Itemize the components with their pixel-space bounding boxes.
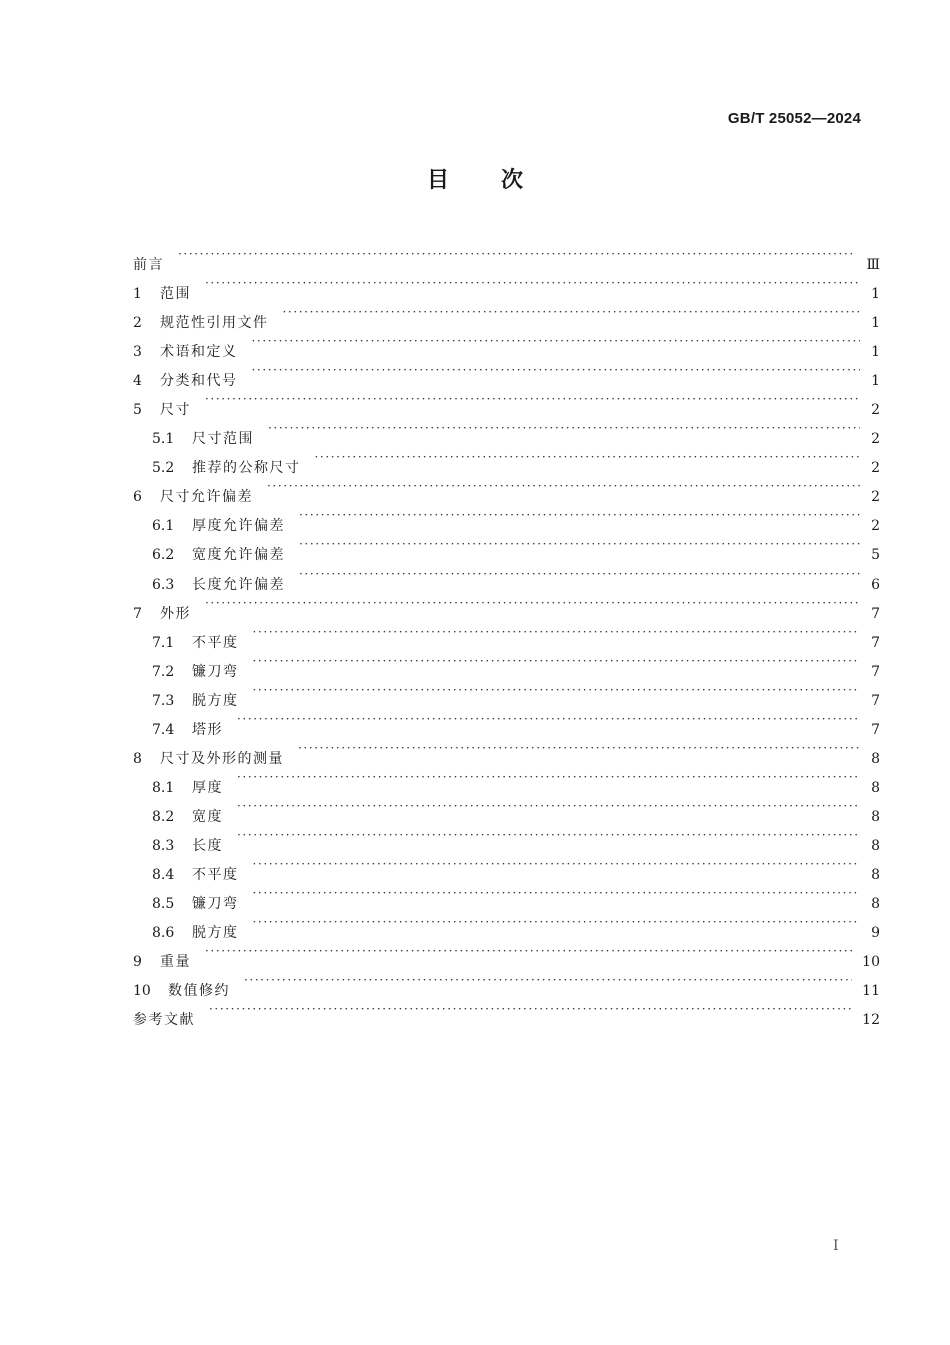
toc-entry-number: 8.2	[152, 808, 175, 825]
dot-leader	[205, 385, 860, 414]
standard-code: GB/T 25052—2024	[727, 110, 861, 127]
toc-entry-number: 8.4	[152, 866, 175, 883]
dot-leader	[253, 908, 861, 937]
toc-entry-title: 镰刀弯	[192, 896, 239, 913]
toc-entry-number: 7.4	[152, 721, 175, 738]
toc-entry[interactable]	[133, 734, 880, 767]
toc-entry[interactable]	[133, 618, 880, 651]
toc-entry-number: 10	[133, 983, 151, 1000]
dot-leader	[237, 792, 860, 821]
toc-entry-title: 术语和定义	[160, 344, 238, 361]
toc-entry-number: 4	[133, 373, 142, 390]
toc-entry-page: 7	[871, 721, 880, 738]
toc-entry-title: 尺寸范围	[192, 431, 254, 448]
toc-entry-title: 参考文献	[133, 1012, 195, 1029]
toc-entry[interactable]	[133, 763, 880, 796]
toc-entry-number: 1	[133, 286, 142, 303]
toc-entry-number: 6.1	[152, 518, 175, 535]
toc-entry-number: 3	[133, 344, 142, 361]
toc-entry-page: 8	[871, 779, 880, 796]
toc-entry-page: 8	[871, 837, 880, 854]
toc-entry[interactable]	[133, 937, 880, 971]
toc-entry-title: 脱方度	[192, 692, 239, 709]
dot-leader	[299, 501, 860, 530]
toc-entry-page: 10	[862, 954, 880, 971]
toc-entry[interactable]	[133, 414, 880, 448]
toc-entry-title: 宽度	[192, 808, 223, 825]
toc-entry-title: 推荐的公称尺寸	[192, 460, 301, 477]
dot-leader	[253, 850, 861, 879]
toc-entry-number: 7.3	[152, 692, 175, 709]
toc-entry-page: 8	[871, 866, 880, 883]
page-number: Ⅰ	[833, 1238, 839, 1254]
toc-entry-number: 8.6	[152, 925, 175, 942]
toc-entry-page: 1	[871, 344, 880, 361]
toc-entry-title: 外形	[160, 605, 191, 622]
toc-entry-number: 6	[133, 489, 142, 506]
toc-entry-page: 8	[871, 896, 880, 913]
toc-entry-title: 厚度	[192, 779, 223, 796]
dot-leader	[253, 647, 861, 676]
toc-entry-page: 2	[871, 402, 880, 419]
dot-leader	[252, 327, 861, 356]
toc-entry-page: 1	[871, 286, 880, 303]
toc-entry-page: 2	[871, 518, 880, 535]
toc-entry-title: 脱方度	[192, 925, 239, 942]
dot-leader	[253, 676, 861, 705]
dot-leader	[178, 240, 856, 269]
dot-leader	[253, 618, 861, 647]
dot-leader	[298, 734, 860, 763]
toc-entry[interactable]	[133, 792, 880, 825]
dot-leader	[244, 966, 852, 995]
toc-entry-page: 8	[871, 750, 880, 767]
dot-leader	[315, 443, 861, 472]
toc-entry-number: 7	[133, 605, 142, 622]
toc-entry[interactable]	[133, 966, 880, 1000]
dot-leader	[253, 879, 861, 908]
toc-entry-page: 2	[871, 460, 880, 477]
toc-entry-page: 6	[871, 576, 880, 593]
dot-leader	[299, 530, 860, 559]
toc-entry[interactable]	[133, 589, 880, 622]
toc-entry-page: 12	[862, 1012, 880, 1029]
dot-leader	[237, 705, 860, 734]
dot-leader	[267, 472, 860, 501]
toc-entry-title: 厚度允许偏差	[192, 518, 285, 535]
toc-entry-number: 2	[133, 315, 142, 332]
toc-entry-title: 长度	[192, 837, 223, 854]
toc-entry-number: 8	[133, 750, 142, 767]
toc-entry-number: 7.1	[152, 634, 175, 651]
toc-entry-page: 8	[871, 808, 880, 825]
dot-leader	[205, 269, 860, 298]
dot-leader	[283, 298, 861, 327]
toc-entry[interactable]	[133, 850, 880, 883]
toc-entry[interactable]	[133, 385, 880, 419]
toc-entry-number: 6.2	[152, 547, 175, 564]
toc-entry[interactable]	[133, 908, 880, 942]
toc-entry-page: 7	[871, 634, 880, 651]
toc-entry-title: 镰刀弯	[192, 663, 239, 680]
toc-entry-page: 1	[871, 373, 880, 390]
toc-entry-page: 2	[871, 489, 880, 506]
toc-entry-title: 不平度	[192, 634, 239, 651]
toc-entry-title: 范围	[160, 286, 191, 303]
toc-entry[interactable]	[133, 356, 880, 390]
toc-entry-page: 7	[871, 605, 880, 622]
toc-entry-title: 尺寸及外形的测量	[160, 750, 284, 767]
toc-entry-title: 前言	[133, 257, 164, 273]
toc-entry-page: Ⅲ	[866, 257, 880, 273]
dot-leader	[209, 995, 852, 1024]
toc-entry-title: 宽度允许偏差	[192, 547, 285, 564]
toc-entry-number: 8.3	[152, 837, 175, 854]
toc-entry-page: 9	[871, 925, 880, 942]
toc-entry-number: 6.3	[152, 576, 175, 593]
toc-entry[interactable]	[133, 821, 880, 854]
dot-leader	[205, 589, 860, 618]
toc-entry[interactable]	[133, 879, 880, 913]
toc-entry-page: 7	[871, 692, 880, 709]
toc-entry-title: 分类和代号	[160, 373, 238, 390]
toc-entry[interactable]	[133, 647, 880, 680]
toc-entry-title: 长度允许偏差	[192, 576, 285, 593]
toc-entry[interactable]	[133, 705, 880, 738]
toc-entry-page: 2	[871, 431, 880, 448]
toc-entry-page: 5	[871, 547, 880, 564]
toc-entry-page: 11	[862, 983, 880, 1000]
toc-entry-number: 7.2	[152, 663, 175, 680]
toc-entry[interactable]	[133, 995, 880, 1029]
toc-entry-title: 不平度	[192, 866, 239, 883]
toc-entry-page: 1	[871, 315, 880, 332]
toc-entry-number: 5	[133, 402, 142, 419]
toc-entry-title: 重量	[160, 954, 191, 971]
toc-entry[interactable]	[133, 240, 880, 273]
toc-entry-number: 5.2	[152, 460, 175, 477]
toc-entry-title: 塔形	[192, 721, 223, 738]
dot-leader	[252, 356, 861, 385]
toc-entry-number: 8.5	[152, 896, 175, 913]
toc-entry-title: 尺寸允许偏差	[160, 489, 253, 506]
toc-entry-title: 尺寸	[160, 402, 191, 419]
toc-entry[interactable]	[133, 298, 880, 332]
page-title: 目次	[426, 168, 575, 193]
dot-leader	[205, 937, 852, 966]
dot-leader	[237, 763, 860, 792]
toc-entry-page: 7	[871, 663, 880, 680]
toc-entry-title: 规范性引用文件	[160, 315, 269, 332]
toc-entry[interactable]	[133, 676, 880, 709]
toc-entry[interactable]	[133, 269, 880, 303]
dot-leader	[237, 821, 860, 850]
toc-entry-number: 9	[133, 954, 142, 971]
toc-entry-title: 数值修约	[168, 983, 230, 1000]
dot-leader	[268, 414, 860, 443]
toc-entry-number: 5.1	[152, 431, 175, 448]
toc-entry-number: 8.1	[152, 779, 175, 796]
table-of-contents	[133, 240, 880, 1029]
dot-leader	[299, 560, 860, 589]
